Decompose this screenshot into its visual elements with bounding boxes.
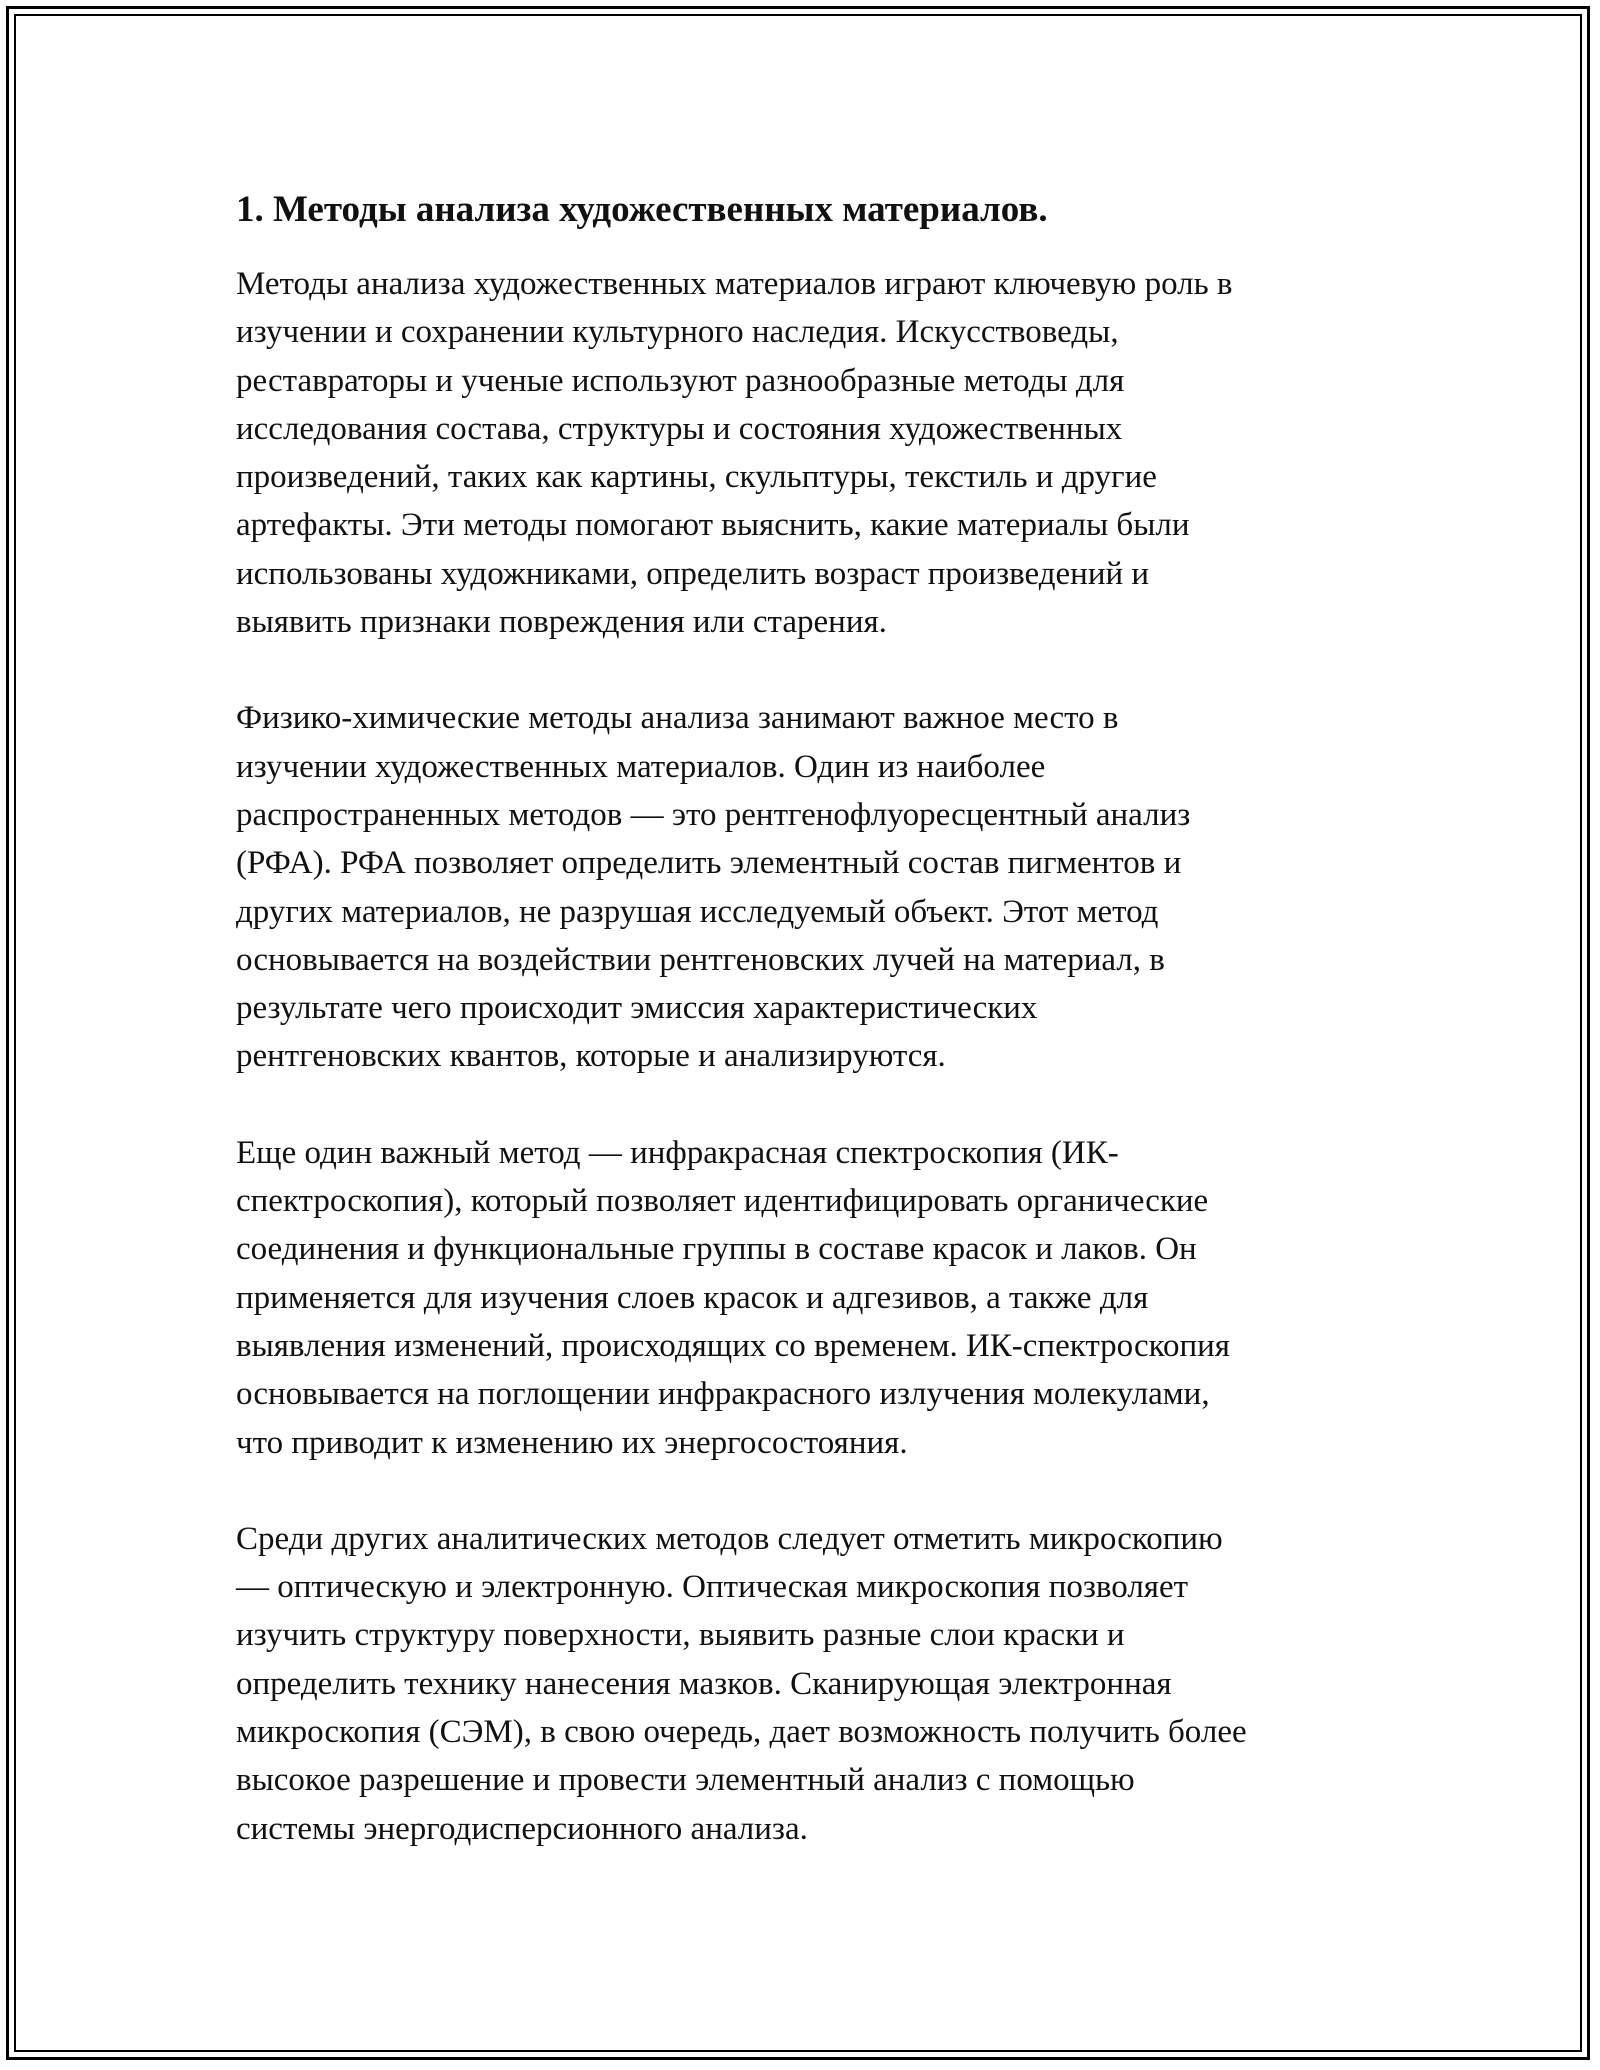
paragraph-microscopy: Среди других аналитических методов следует отметить микроскопию — оптическую и электронную. Оптическая микроскопия позволяет изучить структуру поверхности, выявить разные слои краски и определить технику нанесения мазков. Сканирующая электронная микроскопия (СЭМ), в свою очередь, дает возможность получить более высокое разрешение и провести элементный анализ с помощью системы энергодисперсионного анализа. (236, 1520, 1247, 1847)
paragraph-xrf: Физико-химические методы анализа занимают важное место в изучении художественных материалов. Один из наиболее распространенных методов — это рентгенофлуоресцентный анализ (РФА). РФА позволяет определить элементный состав пигментов и других материалов, не разрушая исследуемый объект. Этот метод основывается на воздействии рентгеновских лучей на материал, в результате чего происходит эмиссия характеристических рентгеновских квантов, которые и анализируются. (236, 700, 1191, 1075)
section-heading: 1. Методы анализа художественных материалов. (236, 189, 1048, 230)
paragraph-ir-spectroscopy: Еще один важный метод — инфракрасная спектроскопия (ИК- спектроскопия), который позволяет идентифицировать органические соединения и функциональные группы в составе красок и лаков. Он применяется для изучения слоев красок и адгезивов, а также для выявления изменений, происходящих со временем. ИК-спектроскопия основывается на поглощении инфракрасного излучения молекулами, что приводит к изменению их энергосостояния. (236, 1134, 1230, 1461)
document-body (236, 186, 1386, 1901)
paragraph-intro: Методы анализа художественных материалов играют ключевую роль в изучении и сохранении культурного наследия. Искусствоведы, реставраторы и ученые используют разнообразные методы для исследования состава, структуры и состояния художественных произведений, таких как картины, скульптуры, текстиль и другие артефакты. Эти методы помогают выяснить, какие материалы были использованы художниками, определить возраст произведений и выявить признаки повреждения или старения. (236, 266, 1233, 641)
